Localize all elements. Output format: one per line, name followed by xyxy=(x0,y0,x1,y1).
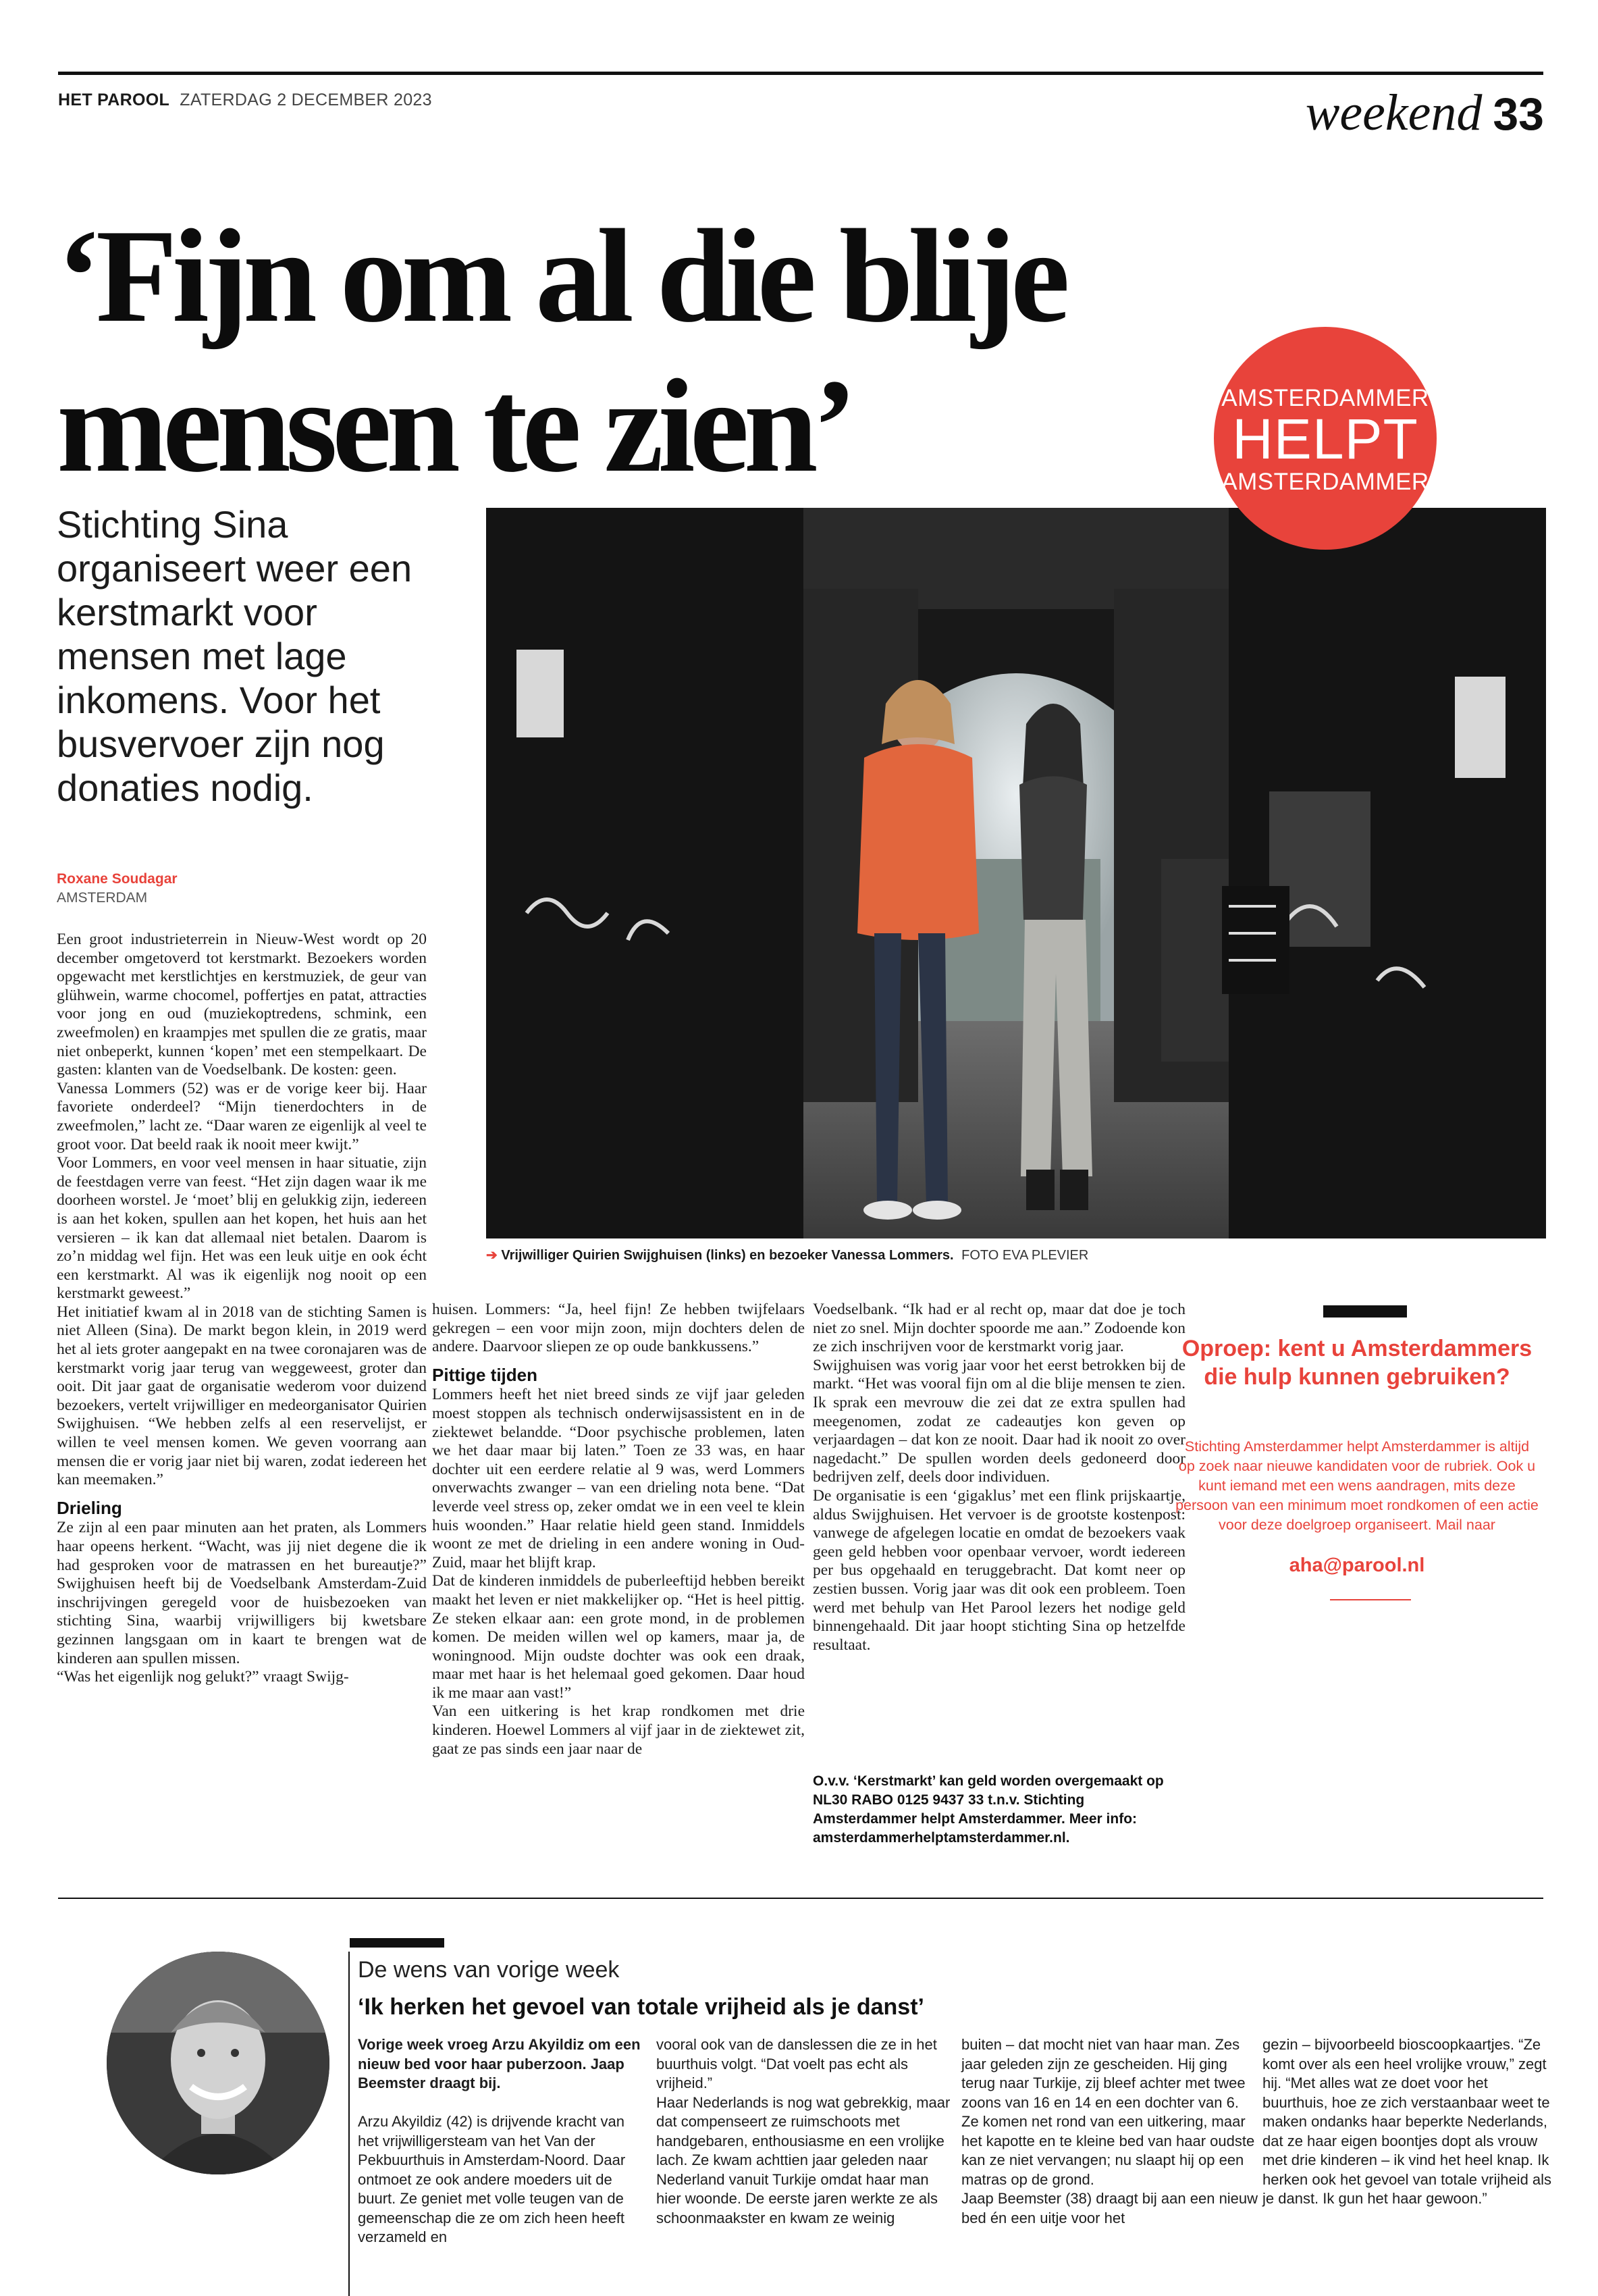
page-number: 33 xyxy=(1493,88,1544,140)
badge-line-2: HELPT xyxy=(1232,407,1418,471)
issue-date: ZATERDAG 2 DECEMBER 2023 xyxy=(180,90,432,109)
badge-line-1: AMSTERDAMMER xyxy=(1221,385,1429,411)
headline xyxy=(57,201,1231,501)
section-header xyxy=(1306,84,1544,142)
article-paragraphs-4: Lommers heeft het niet breed sinds ze vijf jaar geleden moest stoppen als technisch onderwijsassistent en in de ziektewet belandde. “Door psychische problemen, laten we het daar maar bij laten.” Toen ze 33 was, en haar dochter uit een eerdere relatie al 9 was, werd Lommers onverwachts zwanger – van een drieling nota bene. “Dat leverde veel stress op, zeker omdat we in een veel te klein huis woonden.” Haar relatie hield geen stand. Inmiddels woont ze met de drieling in een andere woning in Oud-Zuid, maar het blijft krap. Dat de kinderen inmiddels de puberleeftijd hebben bereikt maakt het leven er niet makkelijker op. “Het is heel pittig. Ze steken elkaar aan: een grote mond, in de problemen komen. De meiden willen wel op kamers, maar ja, de woningnood. Mijn oudste dochter was ook een draak, maar met haar is het helemaal goed gekomen. Daar houd ik me maar aan vast!” Van een uitkering is het krap rondkomen met drie kinderen. Hoewel Lommers al vijf jaar in de ziektewet zit, gaat ze pas sinds een jaar naar de xyxy=(432,1386,805,1758)
wens-column-4: gezin – bijvoorbeeld bioscoopkaartjes. “Ze komt over als een heel vrolijke vrouw,” zegt hij. “Met alles wat ze doet voor het buurthuis, hoe ze zich verstaanbaar weet te maken ondanks haar beperkte Nederlands, dat ze haar eigen boontjes dopt als vrouw met drie kinderen – ik vind het heel knap. Ik herken ook het gevoel van totale vrijheid als je danst. Ik gun het haar gewoon.” xyxy=(1262,2036,1552,2207)
portrait-photo xyxy=(107,1952,329,2174)
article-paragraphs-1: Een groot industrieterrein in Nieuw-West wordt op 20 december omgetoverd tot kerstmarkt. Bezoekers worden opgewacht met kerstlichtjes en kerstmuziek, de geur van glühwein, warme chocomel, poffertjes en patat, attracties voor jong en oud (muziekoptredens, schmink, een zweefmolen) en kraampjes met spullen die ze gratis, maar niet onbeperkt, kunnen ‘kopen’ met een stempelkaart. De gasten: klanten van de Voedselbank. De kosten: geen. Vanessa Lommers (52) was er de vorige keer bij. Haar favoriete onderdeel? “Mijn tienerdochters in de zweefmolen,” lacht ze. “Daar waren ze eigenlijk al veel te groot voor. Dat beeld raak ik nooit meer kwijt.” Voor Lommers, en voor veel mensen in haar situatie, zijn de feestdagen verre van feest. “Het zijn dagen waar ik me doorheen worstel. Je ‘moet’ blij en gelukkig zijn, iedereen is aan het koken, spullen aan het kopen, het huis aan het versieren – ik kan dat allemaal niet betalen. Daarom is zo’n middag wel fijn. Het was een leuk uitje en ook écht een kerstmarkt. Al was ik eigenlijk nog nooit op een kerstmarkt geweest.” Het initiatief kwam al in 2018 van de stichting Samen is niet Alleen (Sina). De markt begon klein, in 2019 werd het al iets groter aangepakt en na twee coronajaren was de kerstmarkt vorig jaar terug van weggeweest, groter dan ooit. Dit jaar gaat de organisatie wederom voor duizend bezoekers, vertelt vrijwilliger en medeorganisator Quirien Swijghuisen. “We hebben zelfs al een reservelijst, er willen te veel mensen komen. We geven voorrang aan mensen die er vorig jaar niet bij waren, zodat iedereen het kan meemaken.” xyxy=(57,931,427,1489)
wens-bar xyxy=(350,1938,444,1948)
oproep-rule xyxy=(1330,1599,1411,1600)
article-column-2 xyxy=(432,1301,805,1758)
headline-line-2: mensen te zien’ xyxy=(57,352,852,500)
rubric-badge xyxy=(1214,327,1437,550)
photo-caption xyxy=(486,1247,1499,1263)
subheading-drieling: Drieling xyxy=(57,1497,122,1518)
top-rule xyxy=(58,72,1543,75)
bottom-section-rule xyxy=(58,1898,1543,1899)
section-name: weekend xyxy=(1305,84,1483,141)
oproep-email-link[interactable]: aha@parool.nl xyxy=(1289,1555,1425,1576)
donation-info: O.v.v. ‘Kerstmarkt’ kan geld worden overgemaakt op NL30 RABO 0125 9437 33 t.n.v. Stichting Amsterdammer helpt Amsterdammer. Meer info: amsterdammerhelptamsterdammer.nl. xyxy=(813,1773,1164,1846)
oproep-title: Oproep: kent u Amsterdammers die hulp kunnen gebruiken? xyxy=(1181,1336,1533,1390)
wens-column-2: vooral ook van de danslessen die ze in het buurthuis volgt. “Dat voelt pas echt als vrijheid.” Haar Nederlands is nog wat gebrekkig, maar dat compenseert ze ruimschoots met handgebaren, enthousiasme en een vrolijke lach. Ze kwam achttien jaar geleden naar Nederland vanuit Turkije omdat haar man hier woonde. De eerste jaren werkte ze als schoonmaakster en kwam ze weinig xyxy=(656,2036,951,2226)
subheading-pittige-tijden: Pittige tijden xyxy=(432,1364,537,1385)
photo-illustration xyxy=(486,508,1546,1238)
headline-line-1: ‘Fijn om al die blije xyxy=(57,202,1065,350)
badge-line-3: AMSTERDAMMER xyxy=(1221,469,1429,495)
byline-location: AMSTERDAM xyxy=(57,890,148,906)
wens-column-3: buiten – dat mocht niet van haar man. Zes jaar geleden zijn ze gescheiden. Hij ging terug naar Turkije, zij bleef achter met twee zoons van 16 en 14 en een dochter van 6. Ze komen net rond van een uitkering, maar het kapotte en te kleine bed van haar oudste kan ze niet vervangen; nu slaapt hij op een matras op de grond. Jaap Beemster (38) draagt bij aan een nieuw bed én een uitje voor het xyxy=(961,2036,1258,2226)
photo-credit: FOTO EVA PLEVIER xyxy=(961,1248,1089,1263)
wens-column-1 xyxy=(358,2035,647,2247)
wens-title: ‘Ik herken het gevoel van totale vrijheid als je danst’ xyxy=(358,1994,924,2020)
caption-text: Vrijwilliger Quirien Swijghuisen (links) en bezoeker Vanessa Lommers. xyxy=(501,1248,954,1263)
wens-text-1: Arzu Akyildiz (42) is drijvende kracht van het vrijwilligersteam van het Van der Pekbuurthuis in Amsterdam-Noord. Daar ontmoet ze ook andere moeders uit de buurt. Ze geniet met volle teugen van de gemeenschap die ze om zich heen heeft verzameld en xyxy=(358,2113,626,2245)
article-paragraphs-2: Ze zijn al een paar minuten aan het praten, als Lommers haar opeens herkent. “Wacht, was jij niet degene die ik had gesproken voor de matrassen en het bureautje?” Swijghuisen heeft bij de Voedselbank Amsterdam-Zuid inschrijvingen geregeld voor de huisbezoeken van stichting Sina, waarbij vrijwilligers bij kwetsbare gezinnen langsgaan om in kaart te brengen wat de kinderen aan spullen missen. “Was het eigenlijk nog gelukt?” vraagt Swijg- xyxy=(57,1519,427,1686)
article-paragraphs-3: huisen. Lommers: “Ja, heel fijn! Ze hebben twijfelaars gekregen – een voor mijn zoon, mijn dochters delen de andere. Daarvoor sliepen ze op oude bankkussens.” xyxy=(432,1301,805,1356)
wens-lead: Vorige week vroeg Arzu Akyildiz om een nieuw bed voor haar puberzoon. Jaap Beemster draagt bij. xyxy=(358,2036,641,2091)
intro-text: Stichting Sina organiseert weer een kerstmarkt voor mensen met lage inkomens. Voor het busvervoer zijn nog donaties nodig. xyxy=(57,503,412,809)
paper-name: HET PAROOL xyxy=(58,90,170,109)
article-column-3: Voedselbank. “Ik had er al recht op, maar dat doe je toch niet zo snel. Mijn dochter spoorde me aan.” Zodoende kon ze zich inschrijven voor de kerstmarkt vorig jaar. Swijghuisen was vorig jaar voor het eerst betrokken bij de markt. “Het was vooral fijn om al die blije mensen te zien. Ik sprak een mevrouw die zei dat ze extra spullen had meegenomen, zodat ze cadeautjes kon geven op verjaardagen – dat kon ze nooit. Daar had ik nooit zo over nagedacht.” De spullen worden deels gedoneerd door bedrijven zelf, deels door individuen. De organisatie is een ‘gigaklus’ met een flink prijskaartje, aldus Swijghuisen. Het vervoer is de grootste kostenpost: vanwege de afgelegen locatie en omdat de bezoekers vaak geen geld hebben voor openbaar vervoer, wordt iedereen per bus opgehaald en teruggebracht. Dat komt neer op zestien bussen. Vorig jaar was dit ook een probleem. Toen werd met behulp van Het Parool lezers het nodige geld binnengehaald. Dit jaar hoopt stichting Sina op hetzelfde resultaat. xyxy=(813,1301,1186,1654)
masthead xyxy=(58,90,432,110)
oproep-body: Stichting Amsterdammer helpt Amsterdammer is altijd op zoek naar nieuwe kandidaten voor de rubriek. Ook u kunt iemand met een wens aandragen, mits deze persoon van een minimum moet rondkomen of een actie voor deze doelgroep organiseert. Mail naar xyxy=(1175,1438,1539,1533)
caption-arrow-icon: ➔ xyxy=(486,1248,498,1263)
oproep-bar xyxy=(1323,1305,1407,1317)
main-photo xyxy=(486,508,1546,1238)
byline-author: Roxane Soudagar xyxy=(57,871,178,887)
wens-label: De wens van vorige week xyxy=(358,1957,620,1983)
portrait-illustration xyxy=(107,1952,329,2174)
wens-divider xyxy=(348,1952,350,2296)
article-column-1 xyxy=(57,931,427,1687)
